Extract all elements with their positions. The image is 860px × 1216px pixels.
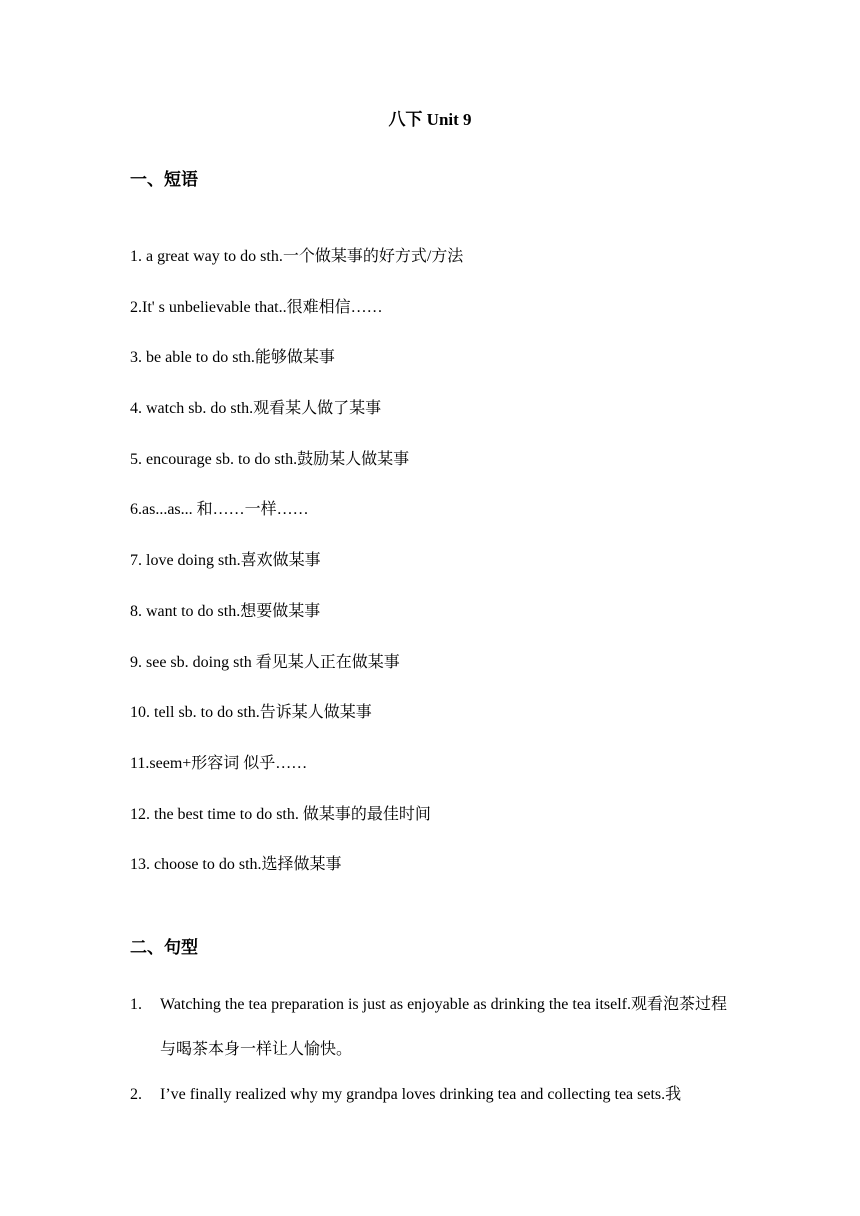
sentence-item [130, 982, 736, 1072]
sentence-list [130, 982, 736, 1117]
phrase-list [130, 245, 463, 904]
phrase-item: 8. want to do sth.想要做某事 [130, 602, 321, 620]
sentence-text: I’ve finally realized why my grandpa loves drinking tea and collecting tea sets.我 [160, 1086, 682, 1103]
phrase-item: 2.It' s unbelievable that..很难相信…… [130, 298, 383, 316]
section-heading-sentences: 二、句型 [130, 938, 198, 958]
phrase-item: 5. encourage sb. to do sth.鼓励某人做某事 [130, 450, 410, 468]
section-heading-phrases: 一、短语 [130, 170, 198, 190]
phrase-item: 10. tell sb. to do sth.告诉某人做某事 [130, 704, 372, 722]
phrase-item: 1. a great way to do sth.一个做某事的好方式/方法 [130, 248, 464, 265]
phrase-item: 13. choose to do sth.选择做某事 [130, 856, 342, 874]
phrase-item: 9. see sb. doing sth 看见某人正在做某事 [130, 653, 400, 671]
phrase-item: 7. love doing sth.喜欢做某事 [130, 552, 321, 570]
phrase-item: 3. be able to do sth.能够做某事 [130, 349, 335, 367]
phrase-item: 4. watch sb. do sth.观看某人做了某事 [130, 400, 382, 418]
phrase-item: 12. the best time to do sth. 做某事的最佳时间 [130, 805, 431, 823]
phrase-item: 6.as...as... 和……一样…… [130, 501, 309, 519]
sentence-item [130, 1072, 736, 1117]
sentence-text: Watching the tea preparation is just as enjoyable as drinking the tea itself.观看泡茶过程与喝茶本身一样让人愉快。 [160, 996, 728, 1058]
sentence-number: 1. [130, 996, 142, 1013]
phrase-item: 11.seem+形容词 似乎…… [130, 754, 308, 772]
sentence-number: 2. [130, 1086, 142, 1103]
document-title: 八下 Unit 9 [388, 110, 472, 129]
